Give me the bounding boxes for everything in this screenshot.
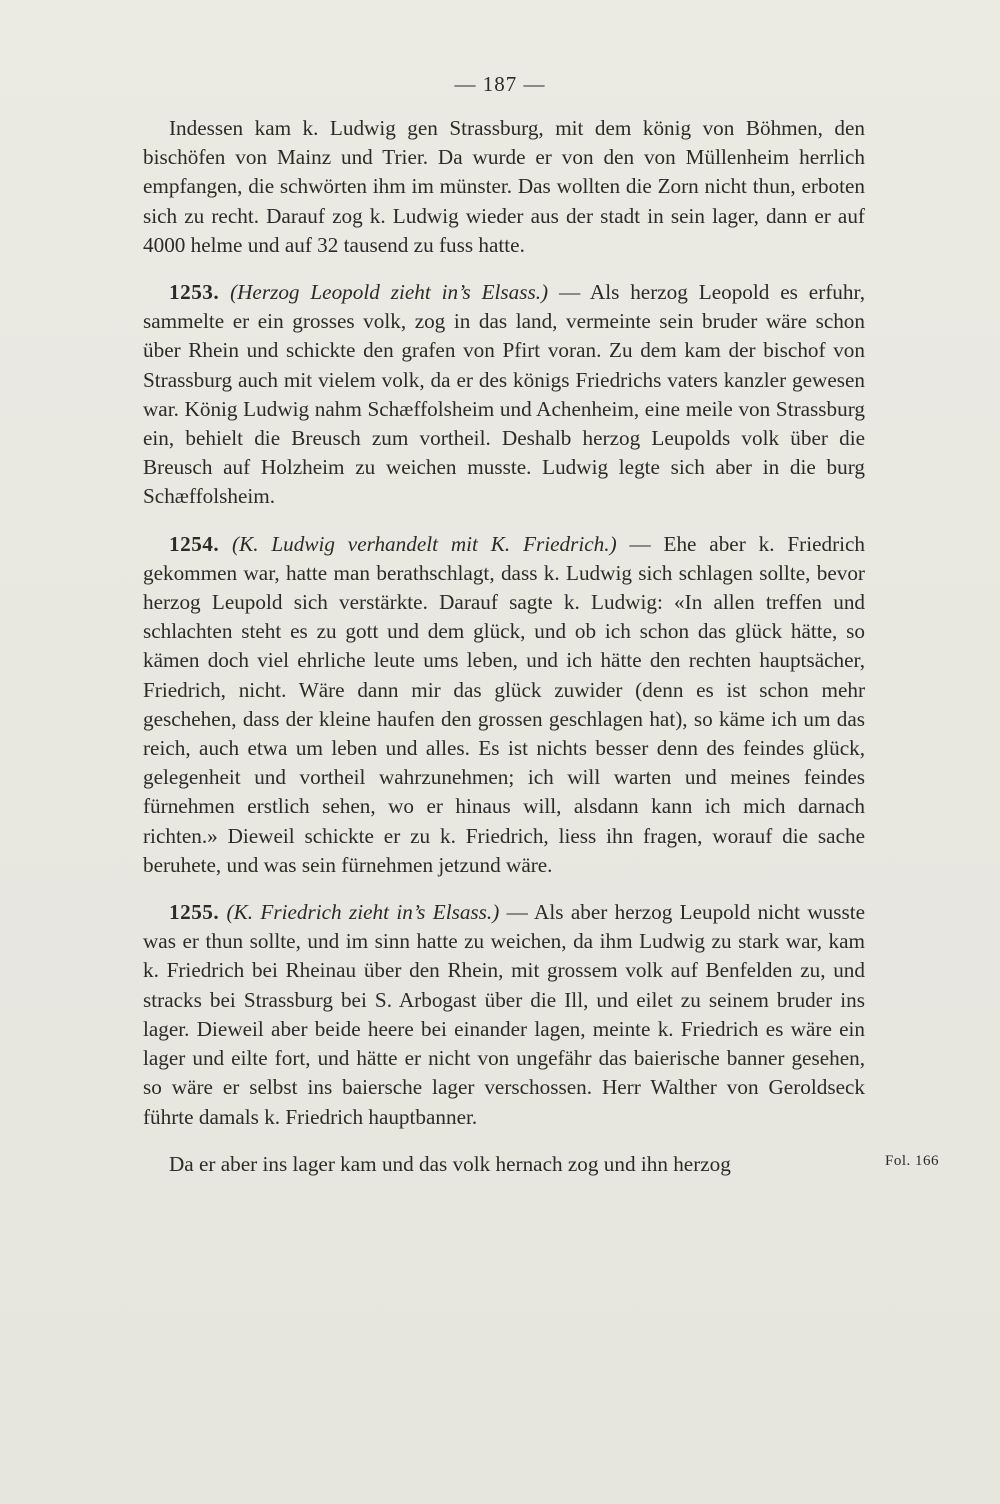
section-number: 1254. xyxy=(169,531,220,556)
paragraph-text: Da er aber ins lager kam und das volk hernach zog und ihn herzog xyxy=(169,1151,731,1176)
body-text xyxy=(143,114,865,1179)
section-heading: (K. Friedrich zieht in’s Elsass.) xyxy=(226,900,500,925)
folio-margin-note: Fol. 166 xyxy=(885,1153,940,1169)
paragraph-continuation xyxy=(143,1150,865,1179)
section-heading: (K. Ludwig verhandelt mit K. Friedrich.) xyxy=(232,531,617,556)
paragraph-1253 xyxy=(143,278,865,512)
paragraph-text: — Als aber herzog Leupold nicht wusste was er thun sollte, und im sinn hatte zu weichen, da ihm Ludwig zu stark war, kam k. Friedrich bei Rheinau über den Rhein, mit grossem volk auf Benfelden zu, und stracks bei Strassburg bei S. Arbogast über die Ill, und eilet zu seinem bruder ins lager. Dieweil aber beide heere bei einander lagen, meinte k. Friedrich es wäre ein lager und eilte fort, und hätte er nicht von ungefähr das baierische banner gesehen, so wäre er selbst ins baiersche lager verschossen. Herr Walther von Geroldseck führte damals k. Friedrich hauptbanner. xyxy=(143,900,866,1129)
paragraph-text: Indessen kam k. Ludwig gen Strassburg, mit dem könig von Böhmen, den bischöfen von Mainz und Trier. Da wurde er von den von Müllenheim herrlich empfangen, die schwörten ihm im münster. Das wollten die Zorn nicht thun, erboten sich zu recht. Darauf zog k. Ludwig wieder aus der stadt in sein lager, dann er auf 4000 helme und auf 32 tausend zu fuss hatte. xyxy=(143,116,865,257)
paragraph-text: — Ehe aber k. Friedrich gekommen war, hatte man berathschlagt, dass k. Ludwig sich schlagen sollte, bevor herzog Leupold sich verstärkte. Darauf sagte k. Ludwig: «In allen treffen und schlachten steht es zu gott und dem glück, und ob ich schon das glück hätte, so kämen doch viel ehrliche leute ums leben, und ich hätte den rechten hauptsächer, Friedrich, nicht. Wäre dann mir das glück zuwider (denn es ist schon mehr geschehen, dass der kleine haufen den grossen geschlagen hat), so käme ich um das reich, auch etwa um leben und alles. Es ist nichts besser denn des feindes glück, gelegenheit und vortheil wahrzunehmen; ich will warten und meines feindes fürnehmen erstlich sehen, wo er hinaus will, alsdann kann ich mich darnach richten.» Dieweil schickte er zu k. Friedrich, liess ihn fragen, worauf die sache beruhete, und was sein fürnehmen jetzund wäre. xyxy=(143,531,866,877)
page-number: — 187 — xyxy=(454,72,546,96)
section-heading: (Herzog Leopold zieht in’s Elsass.) xyxy=(230,280,549,305)
section-number: 1255. xyxy=(169,900,220,925)
paragraph-1254 xyxy=(143,530,865,880)
paragraph-text: — Als herzog Leopold es erfuhr, sammelte er ein grosses volk, zog in das land, vermeinte sein bruder wäre schon über Rhein und schickte den grafen von Pfirt voran. Zu dem kam der bischof von Strassburg auch mit vielem volk, da er des königs Friedrichs vaters kanzler gewesen war. König Ludwig nahm Schæffolsheim und Achenheim, eine meile von Strassburg ein, behielt die Breusch zum vortheil. Deshalb herzog Leupolds volk über die Breusch auf Holzheim zu weichen musste. Ludwig legte sich aber in die burg Schæffolsheim. xyxy=(143,280,865,509)
paragraph-1255 xyxy=(143,898,865,1132)
paragraph-intro xyxy=(143,114,865,260)
section-number: 1253. xyxy=(169,280,220,305)
